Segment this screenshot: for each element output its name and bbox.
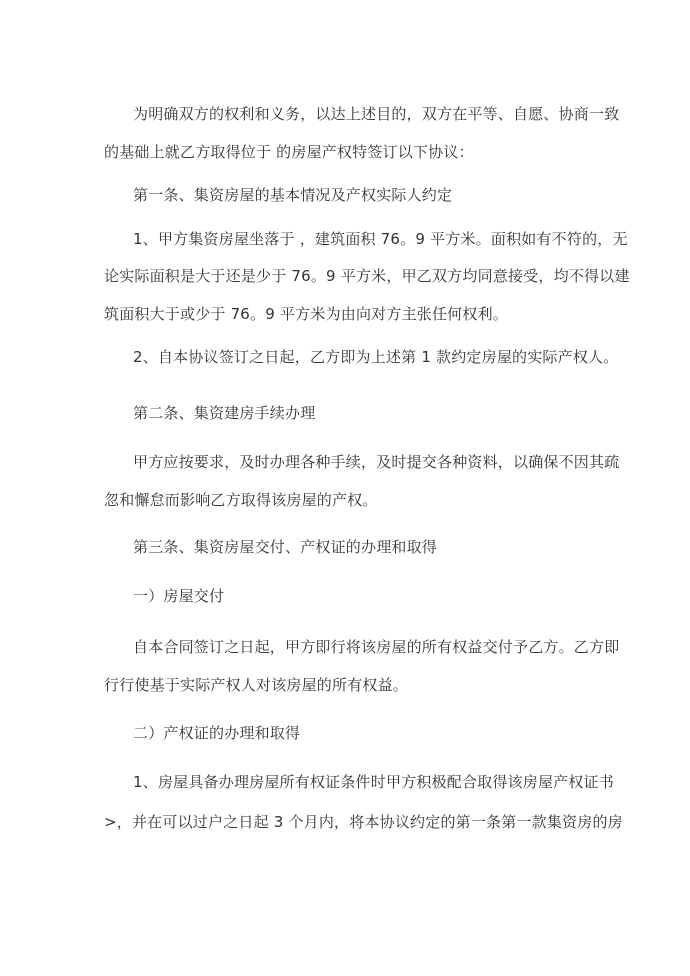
section-1-body-line-1: 自本合同签订之日起，甲方即行将该房屋的所有权益交付予乙方。乙方即 [133,638,620,656]
article-3-heading: 第三条、集资房屋交付、产权证的办理和取得 [133,538,438,556]
section-1-body-line-2: 行行使基于实际产权人对该房屋的所有权益。 [104,676,409,694]
article-1-clause-2: 2、自本协议签订之日起，乙方即为上述第 1 款约定房屋的实际产权人。 [133,348,619,366]
article-2-body-line-1: 甲方应按要求，及时办理各种手续，及时提交各种资料，以确保不因其疏 [133,453,620,471]
article-1-clause-1-line-2: 论实际面积是大于还是少于 76。9 平方米，甲乙双方均同意接受，均不得以建 [104,267,630,285]
article-1-clause-1-line-3: 筑面积大于或少于 76。9 平方米为由向对方主张任何权利。 [104,305,508,323]
section-1-heading: 一）房屋交付 [133,587,225,605]
article-1-clause-1-line-1: 1、甲方集资房屋坐落于 ，建筑面积 76。9 平方米。面积如有不符的，无 [133,230,628,248]
section-2-clause-1-line-2: >，并在可以过户之日起 3 个月内，将本协议约定的第一条第一款集资房的房 [104,813,623,831]
paragraph-intro-line-2: 的基础上就乙方取得位于 的房屋产权特签订以下协议： [104,143,474,161]
section-2-clause-1-line-1: 1、房屋具备办理房屋所有权证条件时甲方积极配合取得该房屋产权证书 [133,773,614,791]
section-2-heading: 二）产权证的办理和取得 [133,724,301,742]
article-2-heading: 第二条、集资建房手续办理 [133,404,316,422]
paragraph-intro-line-1: 为明确双方的权利和义务，以达上述目的，双方在平等、自愿、协商一致 [133,105,620,123]
article-2-body-line-2: 忽和懈怠而影响乙方取得该房屋的产权。 [104,491,378,509]
article-1-heading: 第一条、集资房屋的基本情况及产权实际人约定 [133,186,453,204]
